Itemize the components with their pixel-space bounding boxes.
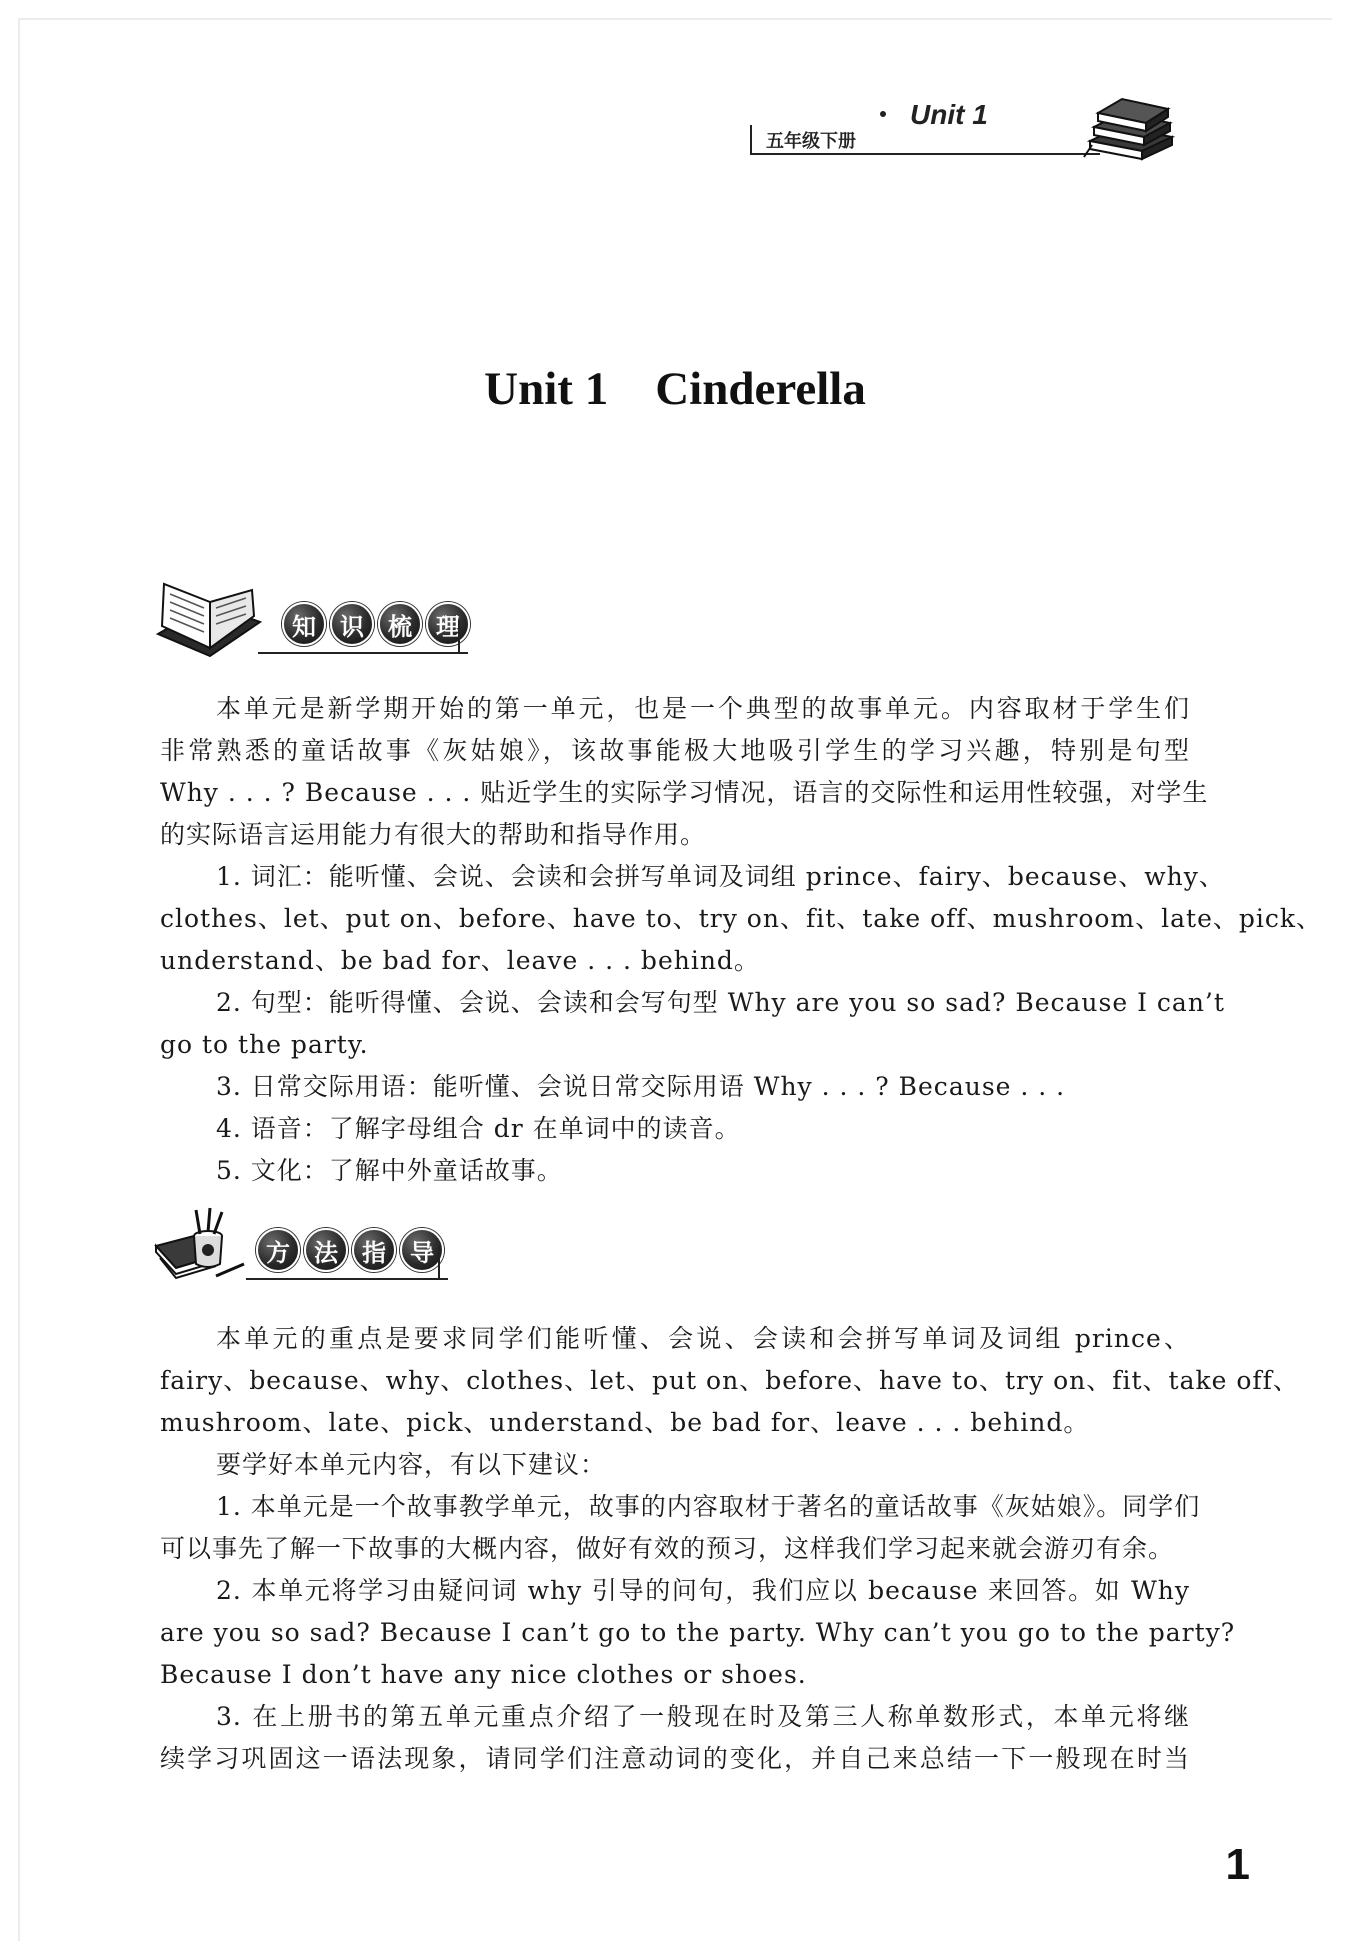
badge-char: 识 — [330, 602, 374, 646]
badge-char: 指 — [352, 1228, 396, 1272]
badge-char: 方 — [256, 1228, 300, 1272]
paragraph-line: Why . . . ? Because . . . 贴近学生的实际学习情况，语言的交际性和运用性较强，对学生 — [160, 778, 1209, 807]
list-item-suggestion-2: 2. 本单元将学习由疑问词 why 引导的问句，我们应以 because 来回答。如 Why — [216, 1576, 1190, 1605]
paragraph-line: 续学习巩固这一语法现象，请同学们注意动词的变化，并自己来总结一下一般现在时当 — [160, 1744, 1190, 1773]
paragraph-line: 要学好本单元内容，有以下建议： — [216, 1450, 607, 1479]
page-number: 1 — [1225, 1840, 1250, 1889]
unit-title: Unit 1 Cinderella — [484, 363, 866, 415]
paragraph-line: Because I don’t have any nice clothes or shoes. — [160, 1660, 807, 1689]
banner-endcap — [458, 620, 470, 652]
paragraph-line: 本单元的重点是要求同学们能听懂、会说、会读和会拼写单词及词组 prince、 — [216, 1324, 1190, 1353]
paragraph-line: are you so sad? Because I can’t go to the party. Why can’t you go to the party? — [160, 1618, 1236, 1647]
list-item-suggestion-1: 1. 本单元是一个故事教学单元，故事的内容取材于著名的童话故事《灰姑娘》。同学们 — [216, 1492, 1201, 1521]
badge-char: 梳 — [378, 602, 422, 646]
open-book-icon — [154, 582, 264, 664]
banner-title-knowledge — [282, 602, 470, 646]
banner-underline — [258, 652, 468, 654]
unit-label: Unit 1 — [910, 99, 988, 130]
banner-underline — [246, 1278, 448, 1280]
badge-char: 理 — [426, 602, 470, 646]
list-item-sentence-patterns: 2. 句型：能听得懂、会说、会读和会写句型 Why are you so sad? Because I can’t — [216, 988, 1225, 1017]
grade-label: 五年级下册 — [766, 131, 856, 152]
badge-char: 导 — [400, 1228, 444, 1272]
section-knowledge-text — [160, 688, 1323, 1192]
running-header — [750, 95, 1190, 165]
list-item-vocabulary: 1. 词汇：能听懂、会说、会读和会拼写单词及词组 prince、fairy、because、why、 — [216, 862, 1225, 891]
header-rule-cap — [750, 125, 752, 155]
paragraph-line: understand、be bad for、leave . . . behind。 — [160, 946, 760, 975]
list-item-phonics: 4. 语音：了解字母组合 dr 在单词中的读音。 — [216, 1114, 741, 1143]
header-dot — [880, 111, 886, 117]
paragraph-line: 本单元是新学期开始的第一单元，也是一个典型的故事单元。内容取材于学生们 — [216, 694, 1190, 723]
section-banner-method — [154, 1206, 454, 1288]
list-item-suggestion-3: 3. 在上册书的第五单元重点介绍了一般现在时及第三人称单数形式，本单元将继 — [216, 1702, 1190, 1731]
badge-char: 法 — [304, 1228, 348, 1272]
banner-title-method — [256, 1228, 444, 1272]
paragraph-line: fairy、because、why、clothes、let、put on、before、have to、try on、fit、take off、 — [160, 1366, 1299, 1395]
section-banner-knowledge — [154, 582, 474, 664]
paragraph-line: 非常熟悉的童话故事《灰姑娘》，该故事能极大地吸引学生的学习兴趣，特别是句型 — [160, 736, 1190, 765]
paragraph-line: 可以事先了解一下故事的大概内容，做好有效的预习，这样我们学习起来就会游刃有余。 — [160, 1534, 1175, 1563]
banner-endcap — [438, 1246, 450, 1278]
pencil-cup-icon — [154, 1206, 254, 1288]
paragraph-line: go to the party. — [160, 1030, 369, 1059]
paragraph-line: mushroom、late、pick、understand、be bad for、leave . . . behind。 — [160, 1408, 1090, 1437]
paragraph-line: clothes、let、put on、before、have to、try on、fit、take off、mushroom、late、pick、 — [160, 904, 1323, 933]
list-item-expressions: 3. 日常交际用语：能听懂、会说日常交际用语 Why . . . ? Because . . . — [216, 1072, 1066, 1101]
paragraph-line: 的实际语言运用能力有很大的帮助和指导作用。 — [160, 820, 707, 849]
header-rule — [750, 153, 1100, 155]
badge-char: 知 — [282, 602, 326, 646]
list-item-culture: 5. 文化：了解中外童话故事。 — [216, 1156, 563, 1185]
books-stack-icon — [1082, 95, 1178, 161]
section-method-text — [160, 1318, 1299, 1780]
